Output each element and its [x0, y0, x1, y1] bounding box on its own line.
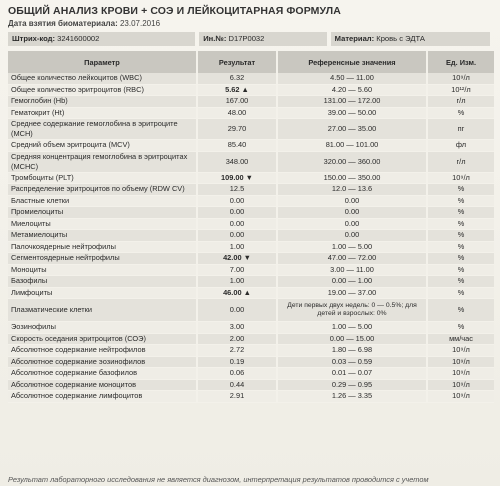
parameter-name: Общее количество эритроцитов (RBC) — [8, 85, 198, 97]
reference-range: 27.00 — 35.00 — [278, 119, 428, 140]
table-row — [8, 96, 494, 108]
reference-range: 0.29 — 0.95 — [278, 380, 428, 392]
reference-range: 39.00 — 50.00 — [278, 108, 428, 120]
table-row — [8, 299, 494, 322]
unit-value: % — [428, 322, 494, 334]
reference-range: 131.00 — 172.00 — [278, 96, 428, 108]
unit-value: % — [428, 242, 494, 254]
result-value: 12.5 — [198, 184, 278, 196]
table-row — [8, 119, 494, 140]
reference-range: 0.00 — [278, 207, 428, 219]
unit-value: % — [428, 108, 494, 120]
result-value: 29.70 — [198, 119, 278, 140]
table-row — [8, 265, 494, 277]
parameter-name: Базофилы — [8, 276, 198, 288]
reference-range: 0.03 — 0.59 — [278, 357, 428, 369]
unit-value: 10¹²/л — [428, 85, 494, 97]
table-row — [8, 207, 494, 219]
unit-value: 10⁹/л — [428, 345, 494, 357]
result-value: 2.72 — [198, 345, 278, 357]
results-body — [8, 73, 494, 403]
unit-value: % — [428, 253, 494, 265]
result-value: 0.00 — [198, 230, 278, 242]
reference-range: 1.26 — 3.35 — [278, 391, 428, 403]
table-row — [8, 219, 494, 231]
parameter-name: Абсолютное содержание моноцитов — [8, 380, 198, 392]
parameter-name: Палочкоядерные нейтрофилы — [8, 242, 198, 254]
parameter-name: Промиелоциты — [8, 207, 198, 219]
parameter-name: Моноциты — [8, 265, 198, 277]
unit-value: г/л — [428, 96, 494, 108]
reference-range: 4.20 — 5.60 — [278, 85, 428, 97]
inventory-number-value: D17P0032 — [228, 34, 265, 43]
parameter-name: Бластные клетки — [8, 196, 198, 208]
parameter-name: Гемоглобин (Hb) — [8, 96, 198, 108]
barcode-value: 3241600002 — [57, 34, 100, 43]
unit-value: 10⁹/л — [428, 380, 494, 392]
results-table — [8, 51, 494, 403]
reference-range: 0.01 — 0.07 — [278, 368, 428, 380]
disclaimer-note: Результат лабораторного исследования не является диагнозом, интерпретация результатов проводится с учетом — [8, 475, 429, 484]
header-unit: Ед. Изм. — [428, 51, 494, 73]
table-row — [8, 380, 494, 392]
parameter-name: Скорость оседания эритроцитов (СОЭ) — [8, 334, 198, 346]
parameter-name: Гематокрит (Ht) — [8, 108, 198, 120]
table-row — [8, 152, 494, 173]
table-row — [8, 334, 494, 346]
table-row — [8, 368, 494, 380]
unit-value: % — [428, 230, 494, 242]
result-value: 0.00 — [198, 299, 278, 322]
table-row — [8, 184, 494, 196]
table-row — [8, 242, 494, 254]
result-value: 6.32 — [198, 73, 278, 85]
unit-value: % — [428, 288, 494, 300]
table-row — [8, 196, 494, 208]
inventory-number-box — [199, 32, 326, 46]
unit-value: % — [428, 299, 494, 322]
reference-range: 47.00 — 72.00 — [278, 253, 428, 265]
table-row — [8, 357, 494, 369]
parameter-name: Плазматические клетки — [8, 299, 198, 322]
table-row — [8, 230, 494, 242]
result-value: 48.00 — [198, 108, 278, 120]
unit-value: 10⁹/л — [428, 368, 494, 380]
header-parameter: Параметр — [8, 51, 198, 73]
sample-date-label: Дата взятия биоматериала: — [8, 19, 118, 28]
reference-range: Дети первых двух недель: 0 — 0.5%; для детей и взрослых: 0% — [278, 299, 428, 322]
unit-value: мм/час — [428, 334, 494, 346]
parameter-name: Средняя концентрация гемоглобина в эритроцитах (MCHC) — [8, 152, 198, 173]
table-row — [8, 73, 494, 85]
unit-value: пг — [428, 119, 494, 140]
result-value: 3.00 — [198, 322, 278, 334]
parameter-name: Тромбоциты (PLT) — [8, 173, 198, 185]
unit-value: % — [428, 276, 494, 288]
header-result: Результат — [198, 51, 278, 73]
table-row — [8, 85, 494, 97]
sample-date-line — [8, 18, 490, 29]
table-row — [8, 108, 494, 120]
unit-value: 10⁹/л — [428, 73, 494, 85]
parameter-name: Абсолютное содержание эозинофилов — [8, 357, 198, 369]
material-label: Материал: — [334, 34, 375, 43]
parameter-name: Абсолютное содержание лимфоцитов — [8, 391, 198, 403]
unit-value: % — [428, 207, 494, 219]
barcode-box — [8, 32, 195, 46]
meta-info-row — [8, 32, 490, 46]
unit-value: % — [428, 219, 494, 231]
result-value: 2.91 — [198, 391, 278, 403]
result-value: 85.40 — [198, 140, 278, 152]
report-title: ОБЩИЙ АНАЛИЗ КРОВИ + СОЭ И ЛЕЙКОЦИТАРНАЯ ФОРМУЛА — [8, 5, 341, 17]
parameter-name: Абсолютное содержание нейтрофилов — [8, 345, 198, 357]
result-value: 1.00 — [198, 276, 278, 288]
parameter-name: Лимфоциты — [8, 288, 198, 300]
unit-value: 10⁹/л — [428, 357, 494, 369]
unit-value: 10⁹/л — [428, 173, 494, 185]
reference-range: 19.00 — 37.00 — [278, 288, 428, 300]
reference-range: 0.00 — 15.00 — [278, 334, 428, 346]
result-value: 5.62 ▲ — [198, 85, 278, 97]
result-value: 348.00 — [198, 152, 278, 173]
unit-value: % — [428, 196, 494, 208]
result-value: 0.06 — [198, 368, 278, 380]
parameter-name: Абсолютное содержание базофилов — [8, 368, 198, 380]
table-header-row — [8, 51, 494, 73]
result-value: 0.00 — [198, 196, 278, 208]
parameter-name: Среднее содержание гемоглобина в эритроците (MCH) — [8, 119, 198, 140]
parameter-name: Сегментоядерные нейтрофилы — [8, 253, 198, 265]
reference-range: 1.00 — 5.00 — [278, 322, 428, 334]
table-row — [8, 173, 494, 185]
result-value: 0.19 — [198, 357, 278, 369]
unit-value: 10⁹/л — [428, 391, 494, 403]
result-value: 0.00 — [198, 207, 278, 219]
header-reference: Референсные значения — [278, 51, 428, 73]
reference-range: 4.50 — 11.00 — [278, 73, 428, 85]
result-value: 167.00 — [198, 96, 278, 108]
table-row — [8, 140, 494, 152]
result-value: 0.44 — [198, 380, 278, 392]
reference-range: 0.00 — [278, 230, 428, 242]
table-row — [8, 253, 494, 265]
result-value: 46.00 ▲ — [198, 288, 278, 300]
result-value: 0.00 — [198, 219, 278, 231]
reference-range: 1.00 — 5.00 — [278, 242, 428, 254]
inventory-number-label: Ин.№: — [203, 34, 227, 43]
reference-range: 81.00 — 101.00 — [278, 140, 428, 152]
result-value: 7.00 — [198, 265, 278, 277]
result-value: 109.00 ▼ — [198, 173, 278, 185]
unit-value: % — [428, 265, 494, 277]
table-row — [8, 288, 494, 300]
result-value: 42.00 ▼ — [198, 253, 278, 265]
parameter-name: Метамиелоциты — [8, 230, 198, 242]
parameter-name: Миелоциты — [8, 219, 198, 231]
unit-value: % — [428, 184, 494, 196]
parameter-name: Средний объем эритроцита (MCV) — [8, 140, 198, 152]
parameter-name: Эозинофилы — [8, 322, 198, 334]
material-box — [331, 32, 490, 46]
result-value: 1.00 — [198, 242, 278, 254]
reference-range: 1.80 — 6.98 — [278, 345, 428, 357]
sample-date-value: 23.07.2016 — [119, 19, 161, 28]
reference-range: 12.0 — 13.6 — [278, 184, 428, 196]
result-value: 2.00 — [198, 334, 278, 346]
table-row — [8, 391, 494, 403]
barcode-label: Штрих-код: — [12, 34, 55, 43]
reference-range: 150.00 — 350.00 — [278, 173, 428, 185]
parameter-name: Общее количество лейкоцитов (WBC) — [8, 73, 198, 85]
material-value: Кровь с ЭДТА — [376, 34, 425, 43]
table-row — [8, 345, 494, 357]
table-row — [8, 276, 494, 288]
reference-range: 0.00 — [278, 196, 428, 208]
parameter-name: Распределение эритроцитов по объему (RDW CV) — [8, 184, 198, 196]
reference-range: 0.00 — [278, 219, 428, 231]
reference-range: 3.00 — 11.00 — [278, 265, 428, 277]
reference-range: 0.00 — 1.00 — [278, 276, 428, 288]
unit-value: г/л — [428, 152, 494, 173]
unit-value: фл — [428, 140, 494, 152]
table-row — [8, 322, 494, 334]
reference-range: 320.00 — 360.00 — [278, 152, 428, 173]
